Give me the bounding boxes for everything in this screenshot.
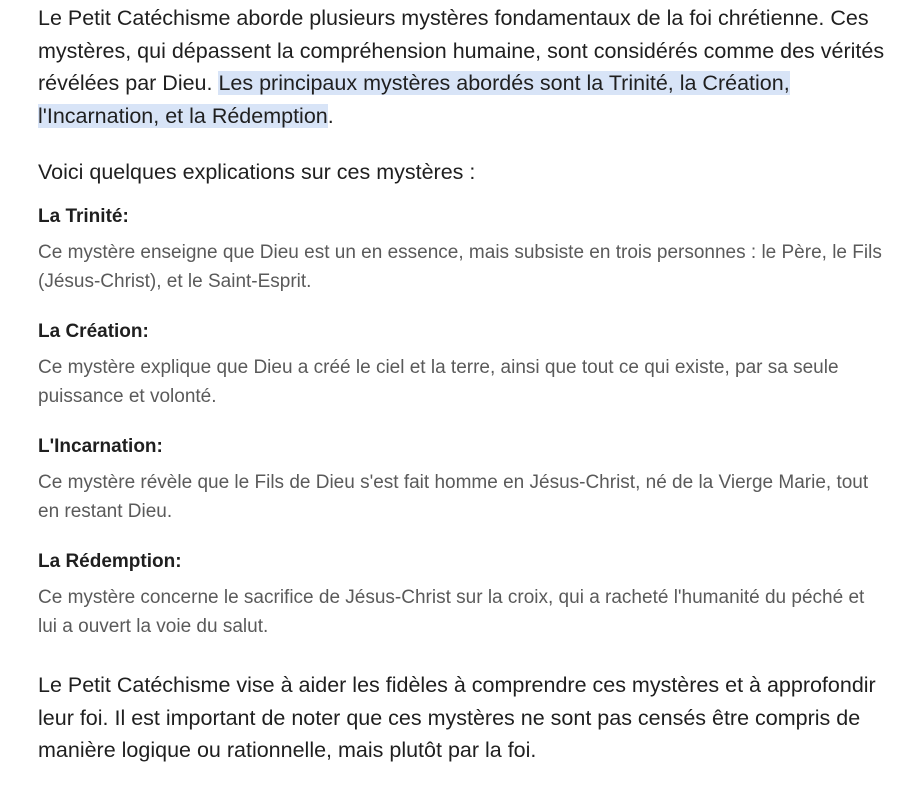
- intro-highlighted-text[interactable]: Les principaux mystères abordés sont la Trinité, la Création, l'Incarnation, et la Rédemption: [38, 71, 790, 128]
- list-item-creation: [38, 319, 888, 411]
- item-text: Ce mystère enseigne que Dieu est un en essence, mais subsiste en trois personnes : le Père, le Fils (Jésus-Christ), et le Saint-Esprit.: [38, 242, 882, 292]
- intro-text: Le Petit Catéchisme aborde plusieurs mystères fondamentaux de la foi chrétienne. Ces mystères, qui dépassent la compréhension humaine, sont considérés comme des vérités révélées par Dieu.: [38, 6, 885, 95]
- outro-paragraph: Le Petit Catéchisme vise à aider les fidèles à comprendre ces mystères et à approfondir leur foi. Il est important de noter que ces mystères ne sont pas censés être compris de manière logique ou rationnelle, mais plutôt par la foi.: [38, 673, 876, 762]
- list-item-redemption: [38, 549, 888, 641]
- item-title: La Création:: [38, 321, 149, 342]
- section-heading: Voici quelques explications sur ces mystères :: [38, 160, 476, 184]
- item-title: L'Incarnation:: [38, 436, 163, 457]
- item-title: La Trinité:: [38, 206, 129, 227]
- item-text: Ce mystère révèle que le Fils de Dieu s'est fait homme en Jésus-Christ, né de la Vierge Marie, tout en restant Dieu.: [38, 472, 869, 522]
- list-item-trinite: [38, 204, 888, 296]
- list-item-incarnation: [38, 434, 888, 526]
- item-text: Ce mystère concerne le sacrifice de Jésus-Christ sur la croix, qui a racheté l'humanité du péché et lui a ouvert la voie du salut.: [38, 587, 865, 637]
- item-title: La Rédemption:: [38, 551, 182, 572]
- response-content: [38, 0, 888, 767]
- item-text: Ce mystère explique que Dieu a créé le ciel et la terre, ainsi que tout ce qui existe, par sa seule puissance et volonté.: [38, 357, 839, 407]
- intro-paragraph: [38, 2, 888, 132]
- intro-end: .: [327, 103, 334, 128]
